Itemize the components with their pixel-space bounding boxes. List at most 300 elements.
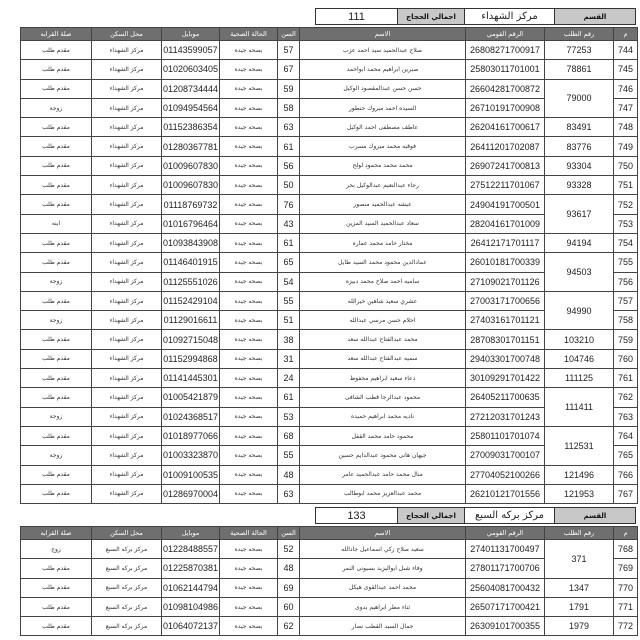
cell-health: بصحه جيده (220, 41, 278, 60)
cell-mobile: 01286970004 (162, 484, 220, 503)
cell-residence: مركز الشهداء (92, 349, 162, 368)
cell-age: 48 (278, 465, 300, 484)
cell-name: محمد محمد محمود لولح (300, 156, 466, 175)
cell-request-no: 83491 (545, 118, 614, 137)
cell-name: جيهان هانى محمود عبدالدايم حسين (300, 446, 466, 465)
cell-request-no: 77253 (545, 41, 614, 60)
table-row (21, 484, 638, 503)
cell-age: 61 (278, 137, 300, 156)
cell-no: 763 (614, 407, 638, 426)
cell-age: 24 (278, 369, 300, 388)
cell-name: عاطف مصطفى احمد الوكيل (300, 118, 466, 137)
cell-request-no: 111411 (545, 388, 614, 427)
section-summary (316, 507, 636, 524)
col-header-name: الاسم (300, 527, 466, 540)
cell-name: مختار حامد محمد عماره (300, 233, 466, 252)
cell-name: ناديه محمد ابراهيم حميده (300, 407, 466, 426)
cell-request-no: 1791 (545, 597, 614, 616)
cell-relation: زوجة (21, 311, 92, 330)
cell-health: بصحه جيده (220, 446, 278, 465)
col-header-age: السن (278, 527, 300, 540)
table-row (21, 578, 638, 597)
cell-age: 76 (278, 195, 300, 214)
cell-no: 756 (614, 272, 638, 291)
cell-age: 69 (278, 578, 300, 597)
cell-request-no: 79000 (545, 79, 614, 118)
cell-health: بصحه جيده (220, 214, 278, 233)
cell-health: بصحه جيده (220, 617, 278, 636)
table-row (21, 253, 638, 272)
cell-request-no: 1347 (545, 578, 614, 597)
cell-relation: مقدم طلب (21, 41, 92, 60)
cell-relation: مقدم طلب (21, 291, 92, 310)
total-label: اجمالي الحجاج (397, 8, 465, 25)
cell-no: 752 (614, 195, 638, 214)
cell-name: محمود حامد محمد القفل (300, 426, 466, 445)
cell-request-no: 121953 (545, 484, 614, 503)
cell-request-no: 121496 (545, 465, 614, 484)
cell-age: 43 (278, 214, 300, 233)
cell-request-no: 78861 (545, 60, 614, 79)
cell-health: بصحه جيده (220, 60, 278, 79)
cell-relation: زوجة (21, 446, 92, 465)
cell-relation: مقدم طلب (21, 233, 92, 252)
cell-age: 62 (278, 617, 300, 636)
cell-mobile: 01003323870 (162, 446, 220, 465)
col-header-health: الحالة الصحية (220, 28, 278, 41)
cell-health: بصحه جيده (220, 137, 278, 156)
cell-no: 766 (614, 465, 638, 484)
cell-health: بصحه جيده (220, 156, 278, 175)
cell-age: 52 (278, 540, 300, 559)
col-header-mobile: موبايل (162, 527, 220, 540)
cell-relation: مقدم طلب (21, 559, 92, 578)
table-row (21, 465, 638, 484)
cell-mobile: 01093843908 (162, 233, 220, 252)
total-value: 133 (315, 507, 398, 524)
cell-national-id: 26808271700917 (466, 41, 545, 60)
cell-health: بصحه جيده (220, 291, 278, 310)
cell-residence: مركز بركه السبع (92, 559, 162, 578)
table-row (21, 118, 638, 137)
cell-national-id: 29403301700748 (466, 349, 545, 368)
col-header-residence: محل السكن (92, 527, 162, 540)
cell-request-no: 93304 (545, 156, 614, 175)
cell-no: 753 (614, 214, 638, 233)
cell-no: 770 (614, 578, 638, 597)
cell-no: 762 (614, 388, 638, 407)
cell-mobile: 01009100535 (162, 465, 220, 484)
cell-health: بصحه جيده (220, 540, 278, 559)
cell-national-id: 26710191700908 (466, 98, 545, 117)
cell-relation: زوجة (21, 272, 92, 291)
table-row (21, 540, 638, 559)
cell-residence: مركز الشهداء (92, 291, 162, 310)
cell-name: جمال السيد القطب نصار (300, 617, 466, 636)
cell-mobile: 01152994868 (162, 349, 220, 368)
cell-age: 68 (278, 426, 300, 445)
table-row (21, 617, 638, 636)
cell-name: عمادالدين محمود محمد السيد طايل (300, 253, 466, 272)
cell-no: 744 (614, 41, 638, 60)
cell-national-id: 25604081700432 (466, 578, 545, 597)
cell-no: 747 (614, 98, 638, 117)
cell-mobile: 01062144794 (162, 578, 220, 597)
cell-no: 757 (614, 291, 638, 310)
col-header-national-id: الرقم القومي (466, 527, 545, 540)
cell-health: بصحه جيده (220, 195, 278, 214)
cell-mobile: 01208734444 (162, 79, 220, 98)
cell-national-id: 26411201702087 (466, 137, 545, 156)
cell-relation: زوجة (21, 98, 92, 117)
cell-request-no: 1979 (545, 617, 614, 636)
cell-residence: مركز الشهداء (92, 484, 162, 503)
cell-no: 772 (614, 617, 638, 636)
cell-mobile: 01009607830 (162, 156, 220, 175)
table-row (21, 330, 638, 349)
cell-name: حسن حسن عبدالمقصود الوكيل (300, 79, 466, 98)
cell-residence: مركز الشهداء (92, 388, 162, 407)
cell-relation: مقدم طلب (21, 465, 92, 484)
cell-residence: مركز الشهداء (92, 214, 162, 233)
cell-name: سعاد عبدالحميد السيد المزين (300, 214, 466, 233)
table-row (21, 426, 638, 445)
table-row (21, 349, 638, 368)
cell-national-id: 26907241700813 (466, 156, 545, 175)
cell-no: 761 (614, 369, 638, 388)
cell-national-id: 27403161701121 (466, 311, 545, 330)
cell-age: 55 (278, 291, 300, 310)
cell-residence: مركز الشهداء (92, 330, 162, 349)
cell-health: بصحه جيده (220, 578, 278, 597)
cell-no: 769 (614, 559, 638, 578)
cell-request-no: 83776 (545, 137, 614, 156)
section-label: القسم (554, 8, 636, 25)
cell-mobile: 01018977066 (162, 426, 220, 445)
cell-no: 748 (614, 118, 638, 137)
cell-health: بصحه جيده (220, 272, 278, 291)
cell-residence: مركز الشهداء (92, 60, 162, 79)
cell-mobile: 01118769732 (162, 195, 220, 214)
cell-relation: مقدم طلب (21, 349, 92, 368)
col-header-relation: صلة القرابه (21, 527, 92, 540)
section-value: مركز الشهداء (464, 8, 555, 25)
cell-request-no: 112531 (545, 426, 614, 465)
cell-name: ثناء مطر ابراهيم بدوى (300, 597, 466, 616)
col-header-national-id: الرقم القومي (466, 28, 545, 41)
cell-age: 65 (278, 253, 300, 272)
cell-health: بصحه جيده (220, 484, 278, 503)
cell-name: فوقيه محمد مبروك مسرب (300, 137, 466, 156)
cell-no: 754 (614, 233, 638, 252)
cell-age: 57 (278, 41, 300, 60)
cell-health: بصحه جيده (220, 597, 278, 616)
cell-national-id: 28204161701009 (466, 214, 545, 233)
cell-age: 53 (278, 407, 300, 426)
cell-age: 31 (278, 349, 300, 368)
table-row (21, 195, 638, 214)
cell-name: ساميه احمد صلاح محمد دبيزه (300, 272, 466, 291)
cell-relation: مقدم طلب (21, 330, 92, 349)
cell-health: بصحه جيده (220, 369, 278, 388)
cell-residence: مركز بركه السبع (92, 578, 162, 597)
cell-name: عشري سعيد شاهين خيرالله (300, 291, 466, 310)
cell-request-no: 93617 (545, 195, 614, 234)
cell-age: 60 (278, 597, 300, 616)
cell-health: بصحه جيده (220, 79, 278, 98)
cell-residence: مركز الشهداء (92, 272, 162, 291)
cell-residence: مركز الشهداء (92, 233, 162, 252)
cell-health: بصحه جيده (220, 311, 278, 330)
col-header-name: الاسم (300, 28, 466, 41)
cell-age: 56 (278, 156, 300, 175)
cell-health: بصحه جيده (220, 118, 278, 137)
cell-mobile: 01092715048 (162, 330, 220, 349)
cell-national-id: 30109291701422 (466, 369, 545, 388)
cell-mobile: 01225870381 (162, 559, 220, 578)
cell-mobile: 01005421879 (162, 388, 220, 407)
cell-health: بصحه جيده (220, 176, 278, 195)
cell-relation: مقدم طلب (21, 617, 92, 636)
table-row (21, 597, 638, 616)
cell-no: 758 (614, 311, 638, 330)
cell-national-id: 27003171700656 (466, 291, 545, 310)
cell-residence: مركز الشهداء (92, 156, 162, 175)
cell-relation: مقدم طلب (21, 388, 92, 407)
cell-relation: مقدم طلب (21, 118, 92, 137)
cell-mobile: 01152429104 (162, 291, 220, 310)
cell-national-id: 26204161700617 (466, 118, 545, 137)
cell-health: بصحه جيده (220, 559, 278, 578)
cell-name: محمد عبدالعزيز محمد ابوطالب (300, 484, 466, 503)
col-header-no: م (614, 527, 638, 540)
cell-health: بصحه جيده (220, 465, 278, 484)
cell-relation: مقدم طلب (21, 426, 92, 445)
cell-national-id: 24904191700501 (466, 195, 545, 214)
cell-no: 771 (614, 597, 638, 616)
total-value: 111 (315, 8, 398, 25)
cell-name: وفاء شبل ابواليزيد بسيونى النمر (300, 559, 466, 578)
section-value: مركز بركه السبع (464, 507, 555, 524)
cell-name: سميه عبدالفتاح عبدالله سعد (300, 349, 466, 368)
cell-national-id: 28708301701151 (466, 330, 545, 349)
cell-health: بصحه جيده (220, 426, 278, 445)
col-header-residence: محل السكن (92, 28, 162, 41)
cell-national-id: 25801101701074 (466, 426, 545, 445)
pilgrims-table (20, 27, 638, 504)
table-row (21, 156, 638, 175)
col-header-relation: صلة القرابه (21, 28, 92, 41)
cell-health: بصحه جيده (220, 349, 278, 368)
cell-mobile: 01016796464 (162, 214, 220, 233)
section-summary (316, 8, 636, 25)
cell-name: دعاء سعيد ابراهيم محفوظ (300, 369, 466, 388)
cell-name: السيده احمد مبروك حنطور (300, 98, 466, 117)
cell-relation: مقدم طلب (21, 484, 92, 503)
cell-national-id: 27704052100266 (466, 465, 545, 484)
cell-national-id: 26210121701556 (466, 484, 545, 503)
cell-mobile: 01020603405 (162, 60, 220, 79)
cell-age: 63 (278, 484, 300, 503)
cell-no: 767 (614, 484, 638, 503)
cell-mobile: 01009607830 (162, 176, 220, 195)
cell-relation: مقدم طلب (21, 156, 92, 175)
cell-relation: مقدم طلب (21, 253, 92, 272)
cell-residence: مركز الشهداء (92, 118, 162, 137)
cell-relation: مقدم طلب (21, 176, 92, 195)
col-header-request-no: رقم الطلب (545, 527, 614, 540)
cell-health: بصحه جيده (220, 330, 278, 349)
cell-no: 750 (614, 156, 638, 175)
cell-residence: مركز الشهداء (92, 465, 162, 484)
cell-name: صلاح عبدالحميد سيد احمد عزب (300, 41, 466, 60)
cell-no: 760 (614, 349, 638, 368)
cell-no: 759 (614, 330, 638, 349)
cell-residence: مركز الشهداء (92, 311, 162, 330)
cell-no: 745 (614, 60, 638, 79)
cell-no: 768 (614, 540, 638, 559)
table-row (21, 369, 638, 388)
cell-national-id: 27401131700497 (466, 540, 545, 559)
cell-residence: مركز الشهداء (92, 253, 162, 272)
cell-residence: مركز بركه السبع (92, 597, 162, 616)
cell-national-id: 27009031700107 (466, 446, 545, 465)
cell-mobile: 01141445301 (162, 369, 220, 388)
cell-residence: مركز الشهداء (92, 176, 162, 195)
cell-no: 755 (614, 253, 638, 272)
cell-no: 751 (614, 176, 638, 195)
cell-no: 764 (614, 426, 638, 445)
cell-request-no: 94503 (545, 253, 614, 292)
cell-request-no: 93328 (545, 176, 614, 195)
cell-age: 55 (278, 446, 300, 465)
cell-age: 48 (278, 559, 300, 578)
cell-mobile: 01024368517 (162, 407, 220, 426)
table-row (21, 176, 638, 195)
cell-mobile: 01280367781 (162, 137, 220, 156)
cell-age: 63 (278, 118, 300, 137)
cell-name: محمود عبدالرجا قطب الشافى (300, 388, 466, 407)
cell-residence: مركز الشهداء (92, 79, 162, 98)
col-header-health: الحالة الصحية (220, 527, 278, 540)
cell-relation: مقدم طلب (21, 79, 92, 98)
table-row (21, 233, 638, 252)
cell-age: 67 (278, 60, 300, 79)
cell-request-no: 94990 (545, 291, 614, 330)
cell-request-no: 104746 (545, 349, 614, 368)
cell-national-id: 26604281700872 (466, 79, 545, 98)
table-row (21, 388, 638, 407)
cell-mobile: 01143599057 (162, 41, 220, 60)
cell-request-no: 111125 (545, 369, 614, 388)
cell-age: 51 (278, 311, 300, 330)
col-header-mobile: موبايل (162, 28, 220, 41)
cell-relation: مقدم طلب (21, 137, 92, 156)
cell-residence: مركز بركه السبع (92, 617, 162, 636)
cell-national-id: 25803011701001 (466, 60, 545, 79)
cell-national-id: 26309101700355 (466, 617, 545, 636)
cell-name: سعيد صلاح زكي اسماعيل جادالله (300, 540, 466, 559)
cell-relation: ابنه (21, 214, 92, 233)
cell-no: 746 (614, 79, 638, 98)
cell-name: عيشه عبدالحميد منصور (300, 195, 466, 214)
table-header-row (21, 28, 638, 41)
cell-relation: مقدم طلب (21, 60, 92, 79)
cell-national-id: 27801171700706 (466, 559, 545, 578)
cell-relation: مقدم طلب (21, 597, 92, 616)
cell-residence: مركز الشهداء (92, 369, 162, 388)
cell-mobile: 01146401915 (162, 253, 220, 272)
cell-age: 61 (278, 233, 300, 252)
cell-national-id: 27212031701243 (466, 407, 545, 426)
cell-national-id: 26412171701117 (466, 233, 545, 252)
table-row (21, 60, 638, 79)
cell-national-id: 26507171700421 (466, 597, 545, 616)
cell-mobile: 01094954564 (162, 98, 220, 117)
cell-name: رجاء عبدالنعيم عبدالوكيل بحر (300, 176, 466, 195)
cell-no: 749 (614, 137, 638, 156)
cell-mobile: 01098104986 (162, 597, 220, 616)
cell-mobile: 01152386354 (162, 118, 220, 137)
cell-relation: مقدم طلب (21, 195, 92, 214)
cell-residence: مركز الشهداء (92, 41, 162, 60)
cell-relation: مقدم طلب (21, 578, 92, 597)
cell-request-no: 94194 (545, 233, 614, 252)
cell-name: احلام حسن مرسي عبدالله (300, 311, 466, 330)
table-row (21, 79, 638, 98)
col-header-no: م (614, 28, 638, 41)
cell-request-no: 371 (545, 540, 614, 579)
cell-residence: مركز الشهداء (92, 137, 162, 156)
cell-age: 38 (278, 330, 300, 349)
cell-mobile: 01228488557 (162, 540, 220, 559)
cell-national-id: 27109021701126 (466, 272, 545, 291)
total-label: اجمالي الحجاج (397, 507, 465, 524)
cell-name: صبرين ابراهيم محمد ابواحمد (300, 60, 466, 79)
col-header-request-no: رقم الطلب (545, 28, 614, 41)
table-header-row (21, 527, 638, 540)
cell-residence: مركز بركه السبع (92, 540, 162, 559)
cell-national-id: 27512211701067 (466, 176, 545, 195)
cell-mobile: 01064072137 (162, 617, 220, 636)
cell-mobile: 01129016611 (162, 311, 220, 330)
cell-request-no: 103210 (545, 330, 614, 349)
cell-residence: مركز الشهداء (92, 426, 162, 445)
cell-age: 59 (278, 79, 300, 98)
table-row (21, 137, 638, 156)
cell-health: بصحه جيده (220, 388, 278, 407)
cell-residence: مركز الشهداء (92, 195, 162, 214)
cell-relation: مقدم طلب (21, 369, 92, 388)
cell-residence: مركز الشهداء (92, 98, 162, 117)
cell-health: بصحه جيده (220, 98, 278, 117)
cell-residence: مركز الشهداء (92, 407, 162, 426)
col-header-age: السن (278, 28, 300, 41)
cell-name: محمد احمد عبدالقوى هيكل (300, 578, 466, 597)
cell-age: 58 (278, 98, 300, 117)
cell-no: 765 (614, 446, 638, 465)
cell-name: منال محمد حامد عبدالحميد عامر (300, 465, 466, 484)
cell-health: بصحه جيده (220, 253, 278, 272)
cell-relation: زوجة (21, 407, 92, 426)
cell-health: بصحه جيده (220, 407, 278, 426)
table-row (21, 41, 638, 60)
table-row (21, 291, 638, 310)
cell-national-id: 26010181700339 (466, 253, 545, 272)
cell-mobile: 01125551026 (162, 272, 220, 291)
cell-national-id: 26405211700635 (466, 388, 545, 407)
pilgrims-table (20, 526, 638, 636)
